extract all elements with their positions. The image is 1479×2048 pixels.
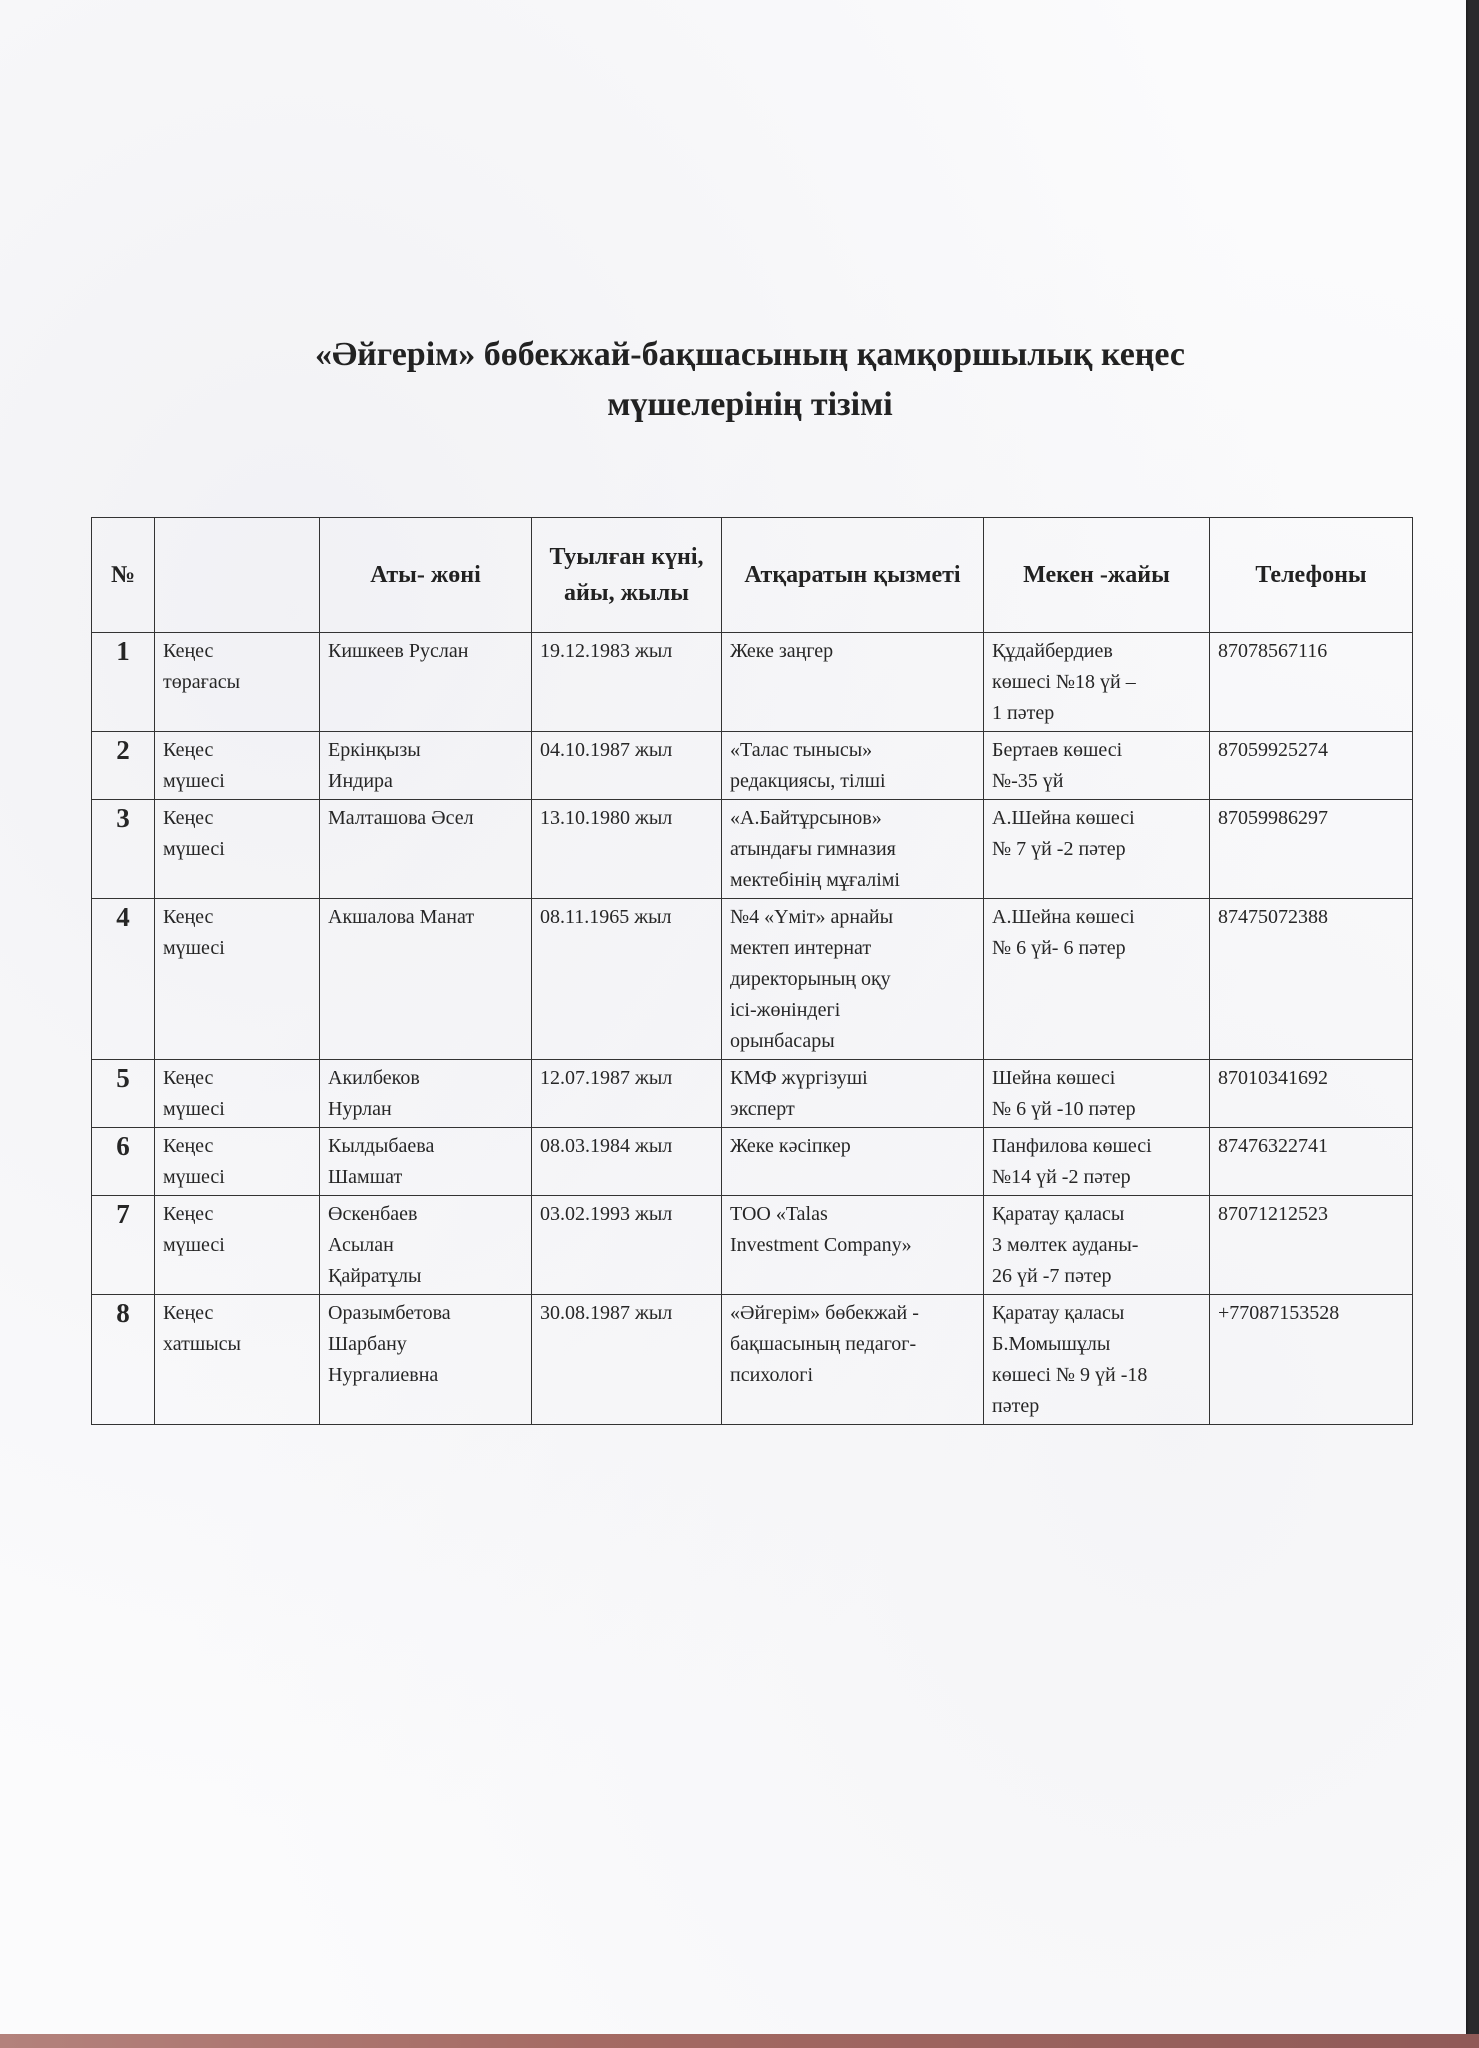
row-role-line: мүшесі: [163, 1098, 225, 1120]
row-name: [320, 1196, 532, 1295]
row-position-line: психологі: [730, 1364, 813, 1386]
row-role-line: Кеңес: [163, 1203, 214, 1225]
row-birth-date: 08.03.1984 жыл: [532, 1128, 722, 1196]
row-name-line: Асылан: [328, 1234, 394, 1256]
title-line-1: «Әйгерім» бөбекжай-бақшасының қамқоршылық кеңес: [315, 336, 1185, 373]
header-role: [155, 518, 320, 633]
members-table: [91, 517, 1413, 1425]
row-role-line: хатшысы: [163, 1333, 241, 1355]
row-name-line: Еркінқызы: [328, 739, 421, 761]
row-position-line: «А.Байтұрсынов»: [730, 807, 882, 829]
row-position-line: ТОО «Talas: [730, 1203, 828, 1225]
row-position-line: мектебінің мұғалімі: [730, 869, 900, 891]
row-role-line: мүшесі: [163, 1166, 225, 1188]
row-phone: 87071212523: [1210, 1196, 1413, 1295]
header-phone: Телефоны: [1210, 518, 1413, 633]
table-row: [92, 1060, 1413, 1128]
row-address-line: 1 пәтер: [992, 702, 1055, 724]
row-address-line: №-35 үй: [992, 770, 1064, 792]
row-address-line: пәтер: [992, 1395, 1040, 1417]
row-address-line: Қаратау қаласы: [992, 1302, 1125, 1324]
background-edge: [0, 2034, 1479, 2048]
row-position-line: «Әйгерім» бөбекжай -: [730, 1302, 919, 1324]
row-phone: 87476322741: [1210, 1128, 1413, 1196]
row-name-line: Шамшат: [328, 1166, 403, 1188]
row-position: [722, 633, 984, 732]
row-name-line: Индира: [328, 770, 393, 792]
row-birth-date: 19.12.1983 жыл: [532, 633, 722, 732]
row-number: 8: [92, 1295, 155, 1425]
members-table-body: [92, 633, 1413, 1425]
row-address-line: № 7 үй -2 пәтер: [992, 838, 1126, 860]
row-position: [722, 899, 984, 1060]
row-name: [320, 899, 532, 1060]
row-number: 7: [92, 1196, 155, 1295]
row-role: [155, 1295, 320, 1425]
row-name-line: Акшалова Манат: [328, 906, 475, 928]
row-role-line: Кеңес: [163, 807, 214, 829]
row-position: [722, 1295, 984, 1425]
row-address: [984, 1060, 1210, 1128]
row-position: [722, 1128, 984, 1196]
row-address-line: Б.Момышұлы: [992, 1333, 1111, 1355]
row-address-line: А.Шейна көшесі: [992, 906, 1135, 928]
row-address-line: Панфилова көшесі: [992, 1135, 1152, 1157]
row-address-line: Шейна көшесі: [992, 1067, 1116, 1089]
row-role-line: мүшесі: [163, 1234, 225, 1256]
row-position-line: мектеп интернат: [730, 937, 872, 959]
row-address-line: көшесі № 9 үй -18: [992, 1364, 1148, 1386]
row-name-line: Шарбану: [328, 1333, 407, 1355]
row-position-line: директорының оқу: [730, 968, 891, 990]
row-role: [155, 899, 320, 1060]
row-phone: +77087153528: [1210, 1295, 1413, 1425]
row-name: [320, 732, 532, 800]
row-name: [320, 800, 532, 899]
row-role: [155, 800, 320, 899]
table-row: [92, 1128, 1413, 1196]
row-position-line: «Талас тынысы»: [730, 739, 873, 761]
table-header-row: [92, 518, 1413, 633]
row-position-line: ісі-жөніндегі: [730, 999, 841, 1021]
row-number: 6: [92, 1128, 155, 1196]
row-position-line: атындағы гимназия: [730, 838, 896, 860]
row-name-line: Кылдыбаева: [328, 1135, 435, 1157]
row-address: [984, 1295, 1210, 1425]
row-name-line: Оразымбетова: [328, 1302, 451, 1324]
row-address-line: Бертаев көшесі: [992, 739, 1123, 761]
row-role: [155, 1060, 320, 1128]
row-phone: 87010341692: [1210, 1060, 1413, 1128]
row-phone: 87059925274: [1210, 732, 1413, 800]
row-role-line: төрағасы: [163, 671, 241, 693]
row-address: [984, 732, 1210, 800]
row-position-line: Investment Company»: [730, 1234, 912, 1256]
row-address-line: көшесі №18 үй –: [992, 671, 1136, 693]
row-name-line: Нургалиевна: [328, 1364, 439, 1386]
row-position-line: Жеке заңгер: [730, 640, 834, 662]
row-address-line: 26 үй -7 пәтер: [992, 1265, 1112, 1287]
row-address-line: Қаратау қаласы: [992, 1203, 1125, 1225]
row-name-line: Кишкеев Руслан: [328, 640, 469, 662]
row-role: [155, 633, 320, 732]
row-name-line: Қайратұлы: [328, 1265, 422, 1287]
row-number: 2: [92, 732, 155, 800]
row-phone: 87059986297: [1210, 800, 1413, 899]
row-birth-date: 13.10.1980 жыл: [532, 800, 722, 899]
table-row: [92, 1295, 1413, 1425]
row-position-line: КМФ жүргізуші: [730, 1067, 868, 1089]
row-position: [722, 732, 984, 800]
row-role-line: мүшесі: [163, 770, 225, 792]
row-name-line: Өскенбаев: [328, 1203, 418, 1225]
row-birth-date: 08.11.1965 жыл: [532, 899, 722, 1060]
row-birth-date: 03.02.1993 жыл: [532, 1196, 722, 1295]
header-number: №: [92, 518, 155, 633]
row-name: [320, 1128, 532, 1196]
row-role-line: мүшесі: [163, 838, 225, 860]
row-role-line: Кеңес: [163, 739, 214, 761]
row-birth-date: 04.10.1987 жыл: [532, 732, 722, 800]
row-number: 5: [92, 1060, 155, 1128]
row-position: [722, 800, 984, 899]
row-position-line: эксперт: [730, 1098, 795, 1120]
header-address: Мекен -жайы: [984, 518, 1210, 633]
row-address-line: № 6 үй -10 пәтер: [992, 1098, 1136, 1120]
row-name-line: Нурлан: [328, 1098, 392, 1120]
row-phone: 87475072388: [1210, 899, 1413, 1060]
row-position-line: бақшасының педагог-: [730, 1333, 917, 1355]
row-address: [984, 800, 1210, 899]
table-row: [92, 633, 1413, 732]
table-row: [92, 800, 1413, 899]
document-title: [150, 330, 1350, 430]
row-role-line: Кеңес: [163, 1302, 214, 1324]
row-address: [984, 1128, 1210, 1196]
row-birth-date: 30.08.1987 жыл: [532, 1295, 722, 1425]
row-role: [155, 1196, 320, 1295]
row-number: 4: [92, 899, 155, 1060]
row-position-line: редакциясы, тілші: [730, 770, 886, 792]
row-role: [155, 732, 320, 800]
row-address-line: Құдайбердиев: [992, 640, 1113, 662]
header-position: Атқаратын қызметі: [722, 518, 984, 633]
row-position-line: Жеке кәсіпкер: [730, 1135, 851, 1157]
row-role-line: мүшесі: [163, 937, 225, 959]
row-role: [155, 1128, 320, 1196]
table-row: [92, 732, 1413, 800]
row-position: [722, 1060, 984, 1128]
row-name: [320, 1295, 532, 1425]
row-address: [984, 633, 1210, 732]
row-name: [320, 633, 532, 732]
row-role-line: Кеңес: [163, 906, 214, 928]
row-role-line: Кеңес: [163, 1135, 214, 1157]
title-line-2: мүшелерінің тізімі: [607, 386, 893, 423]
row-name-line: Акилбеков: [328, 1067, 420, 1089]
row-birth-date: 12.07.1987 жыл: [532, 1060, 722, 1128]
row-name: [320, 1060, 532, 1128]
header-name: Аты- жөні: [320, 518, 532, 633]
row-number: 1: [92, 633, 155, 732]
row-address: [984, 1196, 1210, 1295]
row-address-line: №14 үй -2 пәтер: [992, 1166, 1131, 1188]
row-role-line: Кеңес: [163, 1067, 214, 1089]
row-number: 3: [92, 800, 155, 899]
header-birth-date: Туылған күні, айы, жылы: [532, 518, 722, 633]
row-role-line: Кеңес: [163, 640, 214, 662]
row-phone: 87078567116: [1210, 633, 1413, 732]
table-row: [92, 1196, 1413, 1295]
row-position-line: №4 «Үміт» арнайы: [730, 906, 894, 928]
row-position: [722, 1196, 984, 1295]
row-address-line: 3 мөлтек ауданы-: [992, 1234, 1139, 1256]
row-address-line: № 6 үй- 6 пәтер: [992, 937, 1126, 959]
table-row: [92, 899, 1413, 1060]
row-address: [984, 899, 1210, 1060]
row-address-line: А.Шейна көшесі: [992, 807, 1135, 829]
row-name-line: Малташова Әсел: [328, 807, 474, 829]
row-position-line: орынбасары: [730, 1030, 835, 1052]
